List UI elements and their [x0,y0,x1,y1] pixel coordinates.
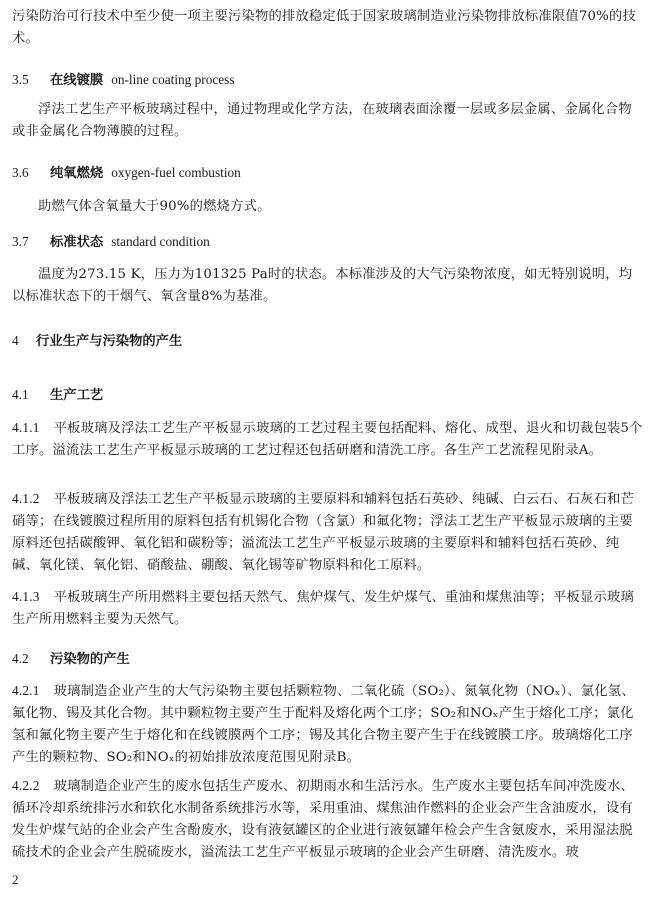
heading-title-en: standard condition [111,234,210,249]
heading-number: 3.6 [12,165,29,180]
page-number: 2 [12,872,19,887]
clause-text: 玻璃制造企业产生的大气污染物主要包括颗粒物、二氧化硫（SO₂）、氮氧化物（NOₓ）、氯化氢、氟化物、锡及其化合物。其中颗粒物主要产生于配料及熔化两个工序；SO₂和NOₓ产生于熔化工序；氯化氢和氟化物主要产生于熔化和在线镀膜两个工序；锡及其化合物主要产生于在线镀膜工序。玻璃熔化工序产生的颗粒物、SO₂和NOₓ的初始排放浓度范围见附录B。 [12,684,635,765]
clause-text: 平板玻璃及浮法工艺生产平板显示玻璃的工艺过程主要包括配料、熔化、成型、退火和切裁包装5个工序。溢流法工艺生产平板显示玻璃的工艺过程还包括研磨和清洗工序。各生产工艺流程见附录A。 [12,421,643,458]
clause-number: 4.2.2 [12,778,40,793]
heading-3-6 [12,163,241,184]
heading-title-cn: 纯氧燃烧 [50,166,104,181]
heading-title-cn: 生产工艺 [50,388,104,403]
paragraph-3-4-definition: 污染防治可行技术中至少使一项主要污染物的排放稳定低于国家玻璃制造业污染物排放标准限值70%的技术。 [12,9,637,46]
clause-4-2-1 [12,680,644,769]
clause-4-2-2 [12,775,644,864]
heading-number: 4.1 [12,387,29,402]
clause-number: 4.1.1 [12,420,40,435]
clause-4-1-3 [12,586,644,631]
heading-title-en: on-line coating process [111,72,235,87]
clause-text: 平板玻璃及浮法工艺生产平板显示玻璃的主要原料和辅料包括石英砂、纯碱、白云石、石灰石和芒硝等；在线镀膜过程所用的原料包括有机锡化合物（含氯）和氟化物；浮法工艺生产平板显示玻璃的主要原料还包括碳酸钾、氧化铝和碳粉等；溢流法工艺生产平板显示玻璃的主要原料和辅料包括石英砂、纯碱、氧化镁、氧化铝、硝酸盐、硼酸、氧化锡等矿物原料和化工原料。 [12,492,634,573]
heading-4 [12,331,182,352]
heading-number: 3.5 [12,72,29,87]
heading-title-cn: 在线镀膜 [50,73,104,88]
heading-title-cn: 标准状态 [50,235,104,250]
heading-4-1 [12,385,103,406]
clause-4-1-1 [12,417,644,462]
clause-number: 4.1.2 [12,491,40,506]
clause-text: 玻璃制造企业产生的废水包括生产废水、初期雨水和生活污水。生产废水主要包括车间冲洗废水、循环冷却系统排污水和软化水制备系统排污水等，采用重油、煤焦油作燃料的企业会产生含油废水，设有发生炉煤气站的企业会产生含酚废水，设有液氨罐区的企业进行液氨罐年检会产生含氨废水，采用湿法脱硫技术的企业会产生脱硫废水，溢流法工艺生产平板显示玻璃的企业会产生研磨、清洗废水。玻 [12,779,634,860]
paragraph-3-7-definition: 温度为273.15 K，压力为101325 Pa时的状态。本标准涉及的大气污染物浓度，如无特别说明，均以标准状态下的干烟气、氧含量8%为基准。 [12,267,633,304]
clause-number: 4.1.3 [12,589,40,604]
clause-number: 4.2.1 [12,683,40,698]
heading-number: 4.2 [12,651,29,666]
heading-3-7 [12,232,210,253]
clause-text: 平板玻璃生产所用燃料主要包括天然气、焦炉煤气、发生炉煤气、重油和煤焦油等；平板显示玻璃生产所用燃料主要为天然气。 [12,590,634,627]
paragraph-3-6-definition: 助燃气体含氧量大于90%的燃烧方式。 [38,199,271,214]
heading-3-5 [12,70,235,91]
paragraph-3-5-definition: 浮法工艺生产平板玻璃过程中，通过物理或化学方法，在玻璃表面涂覆一层或多层金属、金属化合物或非金属化合物薄膜的过程。 [12,102,632,139]
heading-number: 3.7 [12,234,29,249]
heading-4-2 [12,649,130,670]
heading-title-cn: 污染物的产生 [50,652,130,667]
heading-number: 4 [12,333,19,348]
heading-title-en: oxygen-fuel combustion [111,165,241,180]
clause-4-1-2 [12,488,644,577]
heading-title-cn: 行业生产与污染物的产生 [36,334,183,349]
